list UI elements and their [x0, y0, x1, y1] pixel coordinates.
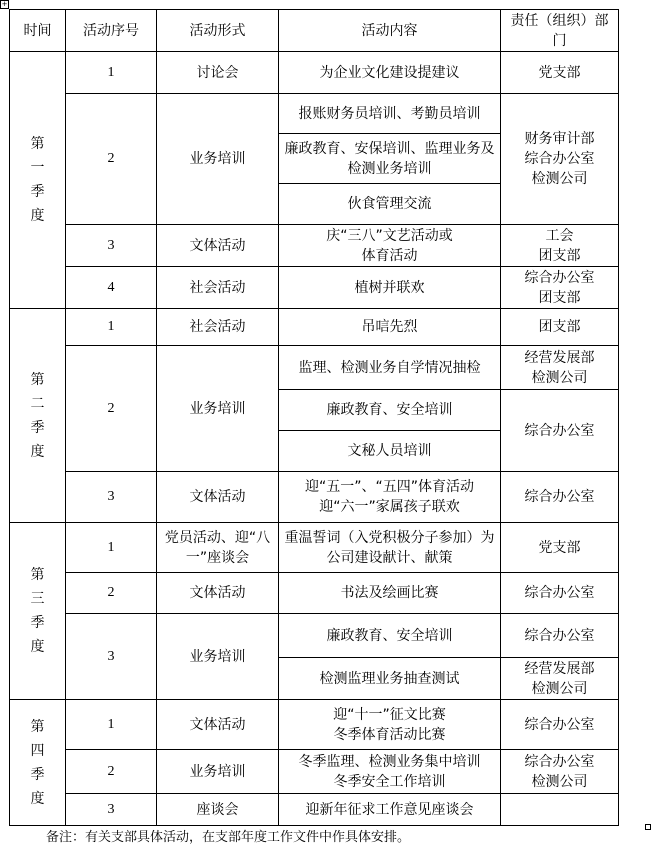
seq-cell: 3: [66, 225, 157, 267]
header-row: [10, 10, 619, 52]
seq-cell: 1: [66, 523, 157, 573]
content-cell: 廉政教育、安全培训: [279, 390, 501, 431]
form-cell: 业务培训: [157, 346, 279, 472]
quarter-label: 第一季度: [30, 136, 45, 224]
form-cell: 讨论会: [157, 52, 279, 94]
content-cell: 迎“五一”、“五四”体育活动 迎“六一”家属孩子联欢: [279, 472, 501, 523]
dept-cell: [501, 794, 619, 826]
seq-cell: 1: [66, 309, 157, 346]
quarter-label: 第二季度: [30, 371, 45, 460]
quarter-cell: [10, 523, 66, 700]
seq-cell: 3: [66, 614, 157, 700]
dept-cell: 综合办公室: [501, 700, 619, 750]
content-cell: 重温誓词（入党积极分子参加）为公司建设献计、献策: [279, 523, 501, 573]
dept-cell: 党支部: [501, 52, 619, 94]
dept-cell: 综合办公室: [501, 573, 619, 614]
table-row: [10, 52, 619, 94]
table-row: [10, 750, 619, 794]
header-dept: 责任（组织）部门: [501, 10, 619, 52]
seq-cell: 2: [66, 346, 157, 472]
header-form: 活动形式: [157, 10, 279, 52]
content-cell: 廉政教育、安保培训、监理业务及检测业务培训: [279, 134, 501, 184]
quarter-label: 第四季度: [30, 718, 45, 807]
content-cell: 迎新年征求工作意见座谈会: [279, 794, 501, 826]
form-cell: 业务培训: [157, 614, 279, 700]
content-cell: 书法及绘画比赛: [279, 573, 501, 614]
content-cell: 伙食管理交流: [279, 184, 501, 225]
content-cell: 冬季监理、检测业务集中培训 冬季安全工作培训: [279, 750, 501, 794]
dept-cell: 经营发展部 检测公司: [501, 658, 619, 700]
header-time: 时间: [10, 10, 66, 52]
dept-cell: 党支部: [501, 523, 619, 573]
seq-cell: 3: [66, 794, 157, 826]
form-cell: 文体活动: [157, 573, 279, 614]
dept-cell: 经营发展部 检测公司: [501, 346, 619, 390]
seq-cell: 4: [66, 267, 157, 309]
header-seq: 活动序号: [66, 10, 157, 52]
table-row: [10, 472, 619, 523]
form-cell: 座谈会: [157, 794, 279, 826]
table-row: [10, 346, 619, 390]
form-cell: 业务培训: [157, 94, 279, 225]
seq-cell: 2: [66, 94, 157, 225]
quarter-cell: [10, 52, 66, 309]
quarter-cell: [10, 309, 66, 523]
table-move-handle-icon[interactable]: +: [1, 0, 8, 8]
table-row: [10, 225, 619, 267]
quarter-cell: [10, 700, 66, 826]
form-cell: 业务培训: [157, 750, 279, 794]
form-cell: 社会活动: [157, 309, 279, 346]
quarter-label: 第三季度: [30, 567, 45, 655]
table-row: [10, 94, 619, 134]
form-cell: 社会活动: [157, 267, 279, 309]
dept-cell: 工会 团支部: [501, 225, 619, 267]
dept-cell: 团支部: [501, 309, 619, 346]
dept-cell: 综合办公室 团支部: [501, 267, 619, 309]
content-cell: 文秘人员培训: [279, 431, 501, 472]
seq-cell: 3: [66, 472, 157, 523]
dept-cell: 综合办公室: [501, 614, 619, 658]
seq-cell: 2: [66, 750, 157, 794]
content-cell: 监理、检测业务自学情况抽检: [279, 346, 501, 390]
form-cell: 文体活动: [157, 700, 279, 750]
form-cell: 党员活动、迎“八一”座谈会: [157, 523, 279, 573]
table-row: [10, 700, 619, 750]
dept-cell: 财务审计部 综合办公室 检测公司: [501, 94, 619, 225]
content-cell: 检测监理业务抽查测试: [279, 658, 501, 700]
table-row: [10, 267, 619, 309]
content-cell: 迎“十一”征文比赛 冬季体育活动比赛: [279, 700, 501, 750]
content-cell: 庆“三八”文艺活动或 体育活动: [279, 225, 501, 267]
activity-schedule-table: [9, 9, 619, 826]
form-cell: 文体活动: [157, 225, 279, 267]
seq-cell: 2: [66, 573, 157, 614]
table-row: [10, 523, 619, 573]
seq-cell: 1: [66, 52, 157, 94]
table-row: [10, 573, 619, 614]
dept-cell: 综合办公室: [501, 390, 619, 472]
content-cell: 为企业文化建设提建议: [279, 52, 501, 94]
content-cell: 植树并联欢: [279, 267, 501, 309]
table-resize-handle-icon[interactable]: [645, 824, 651, 830]
table-row: [10, 614, 619, 658]
content-cell: 廉政教育、安全培训: [279, 614, 501, 658]
table-row: [10, 309, 619, 346]
footnote: 备注：有关支部具体活动，在支部年度工作文件中作具体安排。: [46, 830, 411, 845]
content-cell: 吊唁先烈: [279, 309, 501, 346]
seq-cell: 1: [66, 700, 157, 750]
table-row: [10, 794, 619, 826]
content-cell: 报账财务员培训、考勤员培训: [279, 94, 501, 134]
header-content: 活动内容: [279, 10, 501, 52]
dept-cell: 综合办公室: [501, 472, 619, 523]
form-cell: 文体活动: [157, 472, 279, 523]
dept-cell: 综合办公室 检测公司: [501, 750, 619, 794]
